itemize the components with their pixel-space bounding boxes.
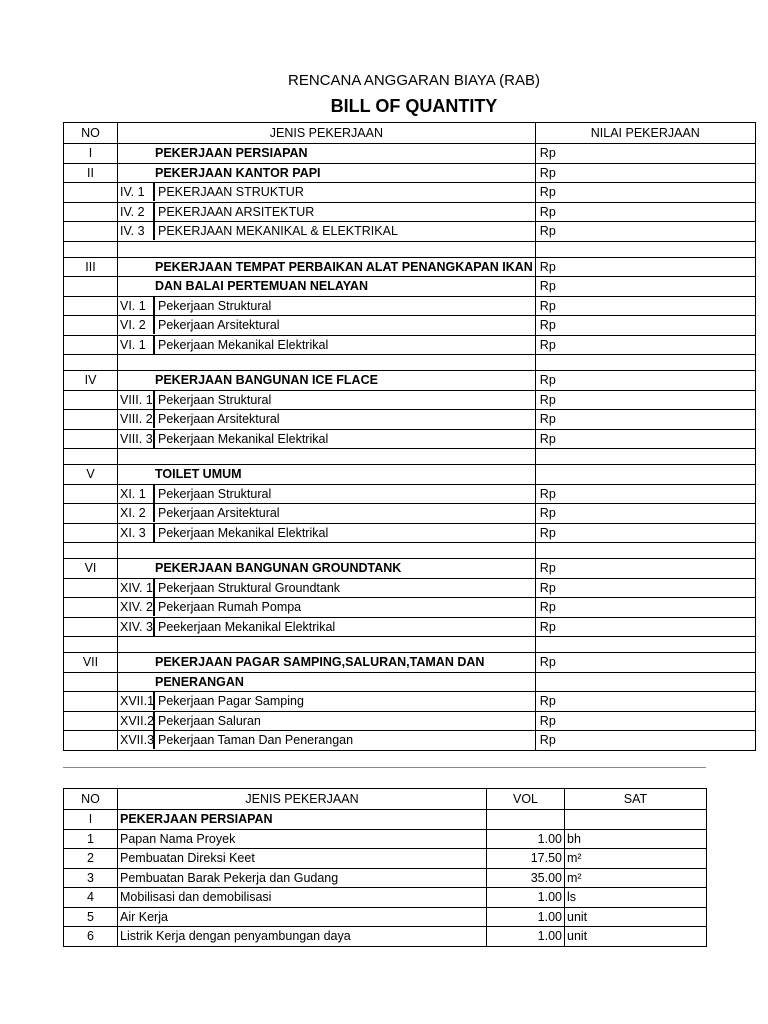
item-code: VIII. 2 [120,410,155,428]
row-number: 2 [64,849,118,869]
row-number: I [64,810,118,830]
table-row [64,617,756,637]
document-subtitle: BILL OF QUANTITY [330,96,498,116]
work-description: Air Kerja [118,907,487,927]
table-row [64,578,756,598]
table-row [64,907,707,927]
item-code: IV. 3 [120,222,155,240]
item-code: VIII. 1 [120,391,155,409]
empty-cell [64,355,118,371]
table-row [64,598,756,618]
work-description-cell [118,731,536,751]
work-description: PEKERJAAN PAGAR SAMPING,SALURAN,TAMAN DAN [155,655,485,670]
work-description: Pekerjaan Struktural [158,298,272,313]
work-description-cell [118,504,536,524]
blank-row [64,543,756,559]
work-description: PENERANGAN [155,674,244,689]
volume: 1.00 [487,888,565,908]
row-number [64,316,118,336]
row-number: 6 [64,927,118,947]
table-row [64,731,756,751]
work-description: Pekerjaan Mekanikal Elektrikal [158,525,329,540]
item-code: IV. 1 [120,183,155,201]
item-code: VI. 2 [120,316,155,334]
work-value-currency: Rp [535,390,755,410]
table-row [64,465,756,485]
work-description: Pekerjaan Struktural Groundtank [158,580,341,595]
empty-cell [535,543,755,559]
empty-cell [64,449,118,465]
work-description: Listrik Kerja dengan penyambungan daya [118,927,487,947]
item-code: XI. 1 [120,485,155,503]
work-description: PEKERJAAN PERSIAPAN [118,810,487,830]
work-description-cell [118,653,536,673]
volume: 17.50 [487,849,565,869]
work-description-cell [118,410,536,430]
work-value-currency: Rp [535,163,755,183]
volume: 1.00 [487,907,565,927]
table-row [64,390,756,410]
work-description-cell [118,257,536,277]
row-number [64,523,118,543]
table-row [64,523,756,543]
work-description-cell [118,523,536,543]
work-description-cell [118,672,536,692]
work-description: Mobilisasi dan demobilisasi [118,888,487,908]
work-value-currency: Rp [535,598,755,618]
work-description-cell [118,390,536,410]
work-description-cell [118,559,536,579]
header-no: NO [64,123,118,144]
item-code [120,559,155,577]
blank-row [64,355,756,371]
work-description: Pekerjaan Arsitektural [158,318,280,333]
table-row [64,144,756,164]
item-code: XVII.2 [120,713,155,728]
volume: 1.00 [487,829,565,849]
table-row [64,335,756,355]
work-description: PEKERJAAN BANGUNAN ICE FLACE [155,373,378,388]
row-number: 1 [64,829,118,849]
work-description-cell [118,277,536,297]
quantity-detail-table [63,788,707,947]
work-description: Papan Nama Proyek [118,829,487,849]
row-number: 3 [64,868,118,888]
work-description-cell [118,692,536,712]
work-description-cell [118,371,536,391]
work-value-currency: Rp [535,296,755,316]
row-number: VI [64,559,118,579]
empty-cell [118,543,536,559]
table-row [64,183,756,203]
work-description-cell [118,335,536,355]
row-number [64,504,118,524]
work-description: Pekerjaan Struktural [158,392,272,407]
work-description-cell [118,578,536,598]
row-number [64,183,118,203]
work-value-currency: Rp [535,222,755,242]
empty-cell [118,449,536,465]
unit: unit [565,927,707,947]
work-description: Pekerjaan Struktural [158,486,272,501]
work-description-cell [118,296,536,316]
unit: ls [565,888,707,908]
header-no: NO [64,789,118,810]
work-description-cell [118,465,536,485]
item-code [120,164,155,182]
item-code [120,277,155,295]
table-row [64,163,756,183]
row-number: VII [64,653,118,673]
work-description-cell [118,711,536,731]
header-vol: VOL [487,789,565,810]
work-description: Pembuatan Direksi Keet [118,849,487,869]
work-value-currency: Rp [535,484,755,504]
empty-cell [535,241,755,257]
row-number: II [64,163,118,183]
work-value-currency: Rp [535,277,755,297]
work-description: Pembuatan Barak Pekerja dan Gudang [118,868,487,888]
document-title: RENCANA ANGGARAN BIAYA (RAB) [287,72,540,89]
row-number [64,672,118,692]
table-row [64,222,756,242]
work-description: Pekerjaan Mekanikal Elektrikal [158,431,329,446]
bill-of-quantity-summary-table [63,122,756,751]
work-description: Pekerjaan Pagar Samping [158,694,304,709]
work-value-currency: Rp [535,692,755,712]
row-number: 5 [64,907,118,927]
work-description-cell [118,316,536,336]
volume [487,810,565,830]
work-value-currency: Rp [535,429,755,449]
row-number [64,335,118,355]
work-description: PEKERJAAN ARSITEKTUR [158,204,315,219]
item-code [120,371,155,389]
table-row [64,888,707,908]
work-description-cell [118,222,536,242]
empty-cell [118,355,536,371]
work-description-cell [118,429,536,449]
work-description-cell [118,202,536,222]
work-value-currency: Rp [535,183,755,203]
table-row [64,559,756,579]
header-jenis-pekerjaan: JENIS PEKERJAAN [118,789,487,810]
table-row [64,711,756,731]
row-number [64,617,118,637]
row-number [64,390,118,410]
empty-cell [64,543,118,559]
empty-cell [64,241,118,257]
work-description-cell [118,617,536,637]
work-value-currency: Rp [535,504,755,524]
table-row [64,504,756,524]
table-row [64,316,756,336]
row-number [64,277,118,297]
work-value-currency: Rp [535,371,755,391]
work-value-currency: Rp [535,523,755,543]
item-code: XVII.3 [120,733,155,748]
work-description: PEKERJAAN STRUKTUR [158,185,304,200]
row-number [64,484,118,504]
work-description: PEKERJAAN KANTOR PAPI [155,165,321,180]
row-number [64,296,118,316]
table-header-row [64,789,707,810]
item-code: XIV. 2 [120,598,155,616]
table-divider [63,767,706,768]
work-description: Pekerjaan Mekanikal Elektrikal [158,337,329,352]
table-row [64,672,756,692]
work-description-cell [118,598,536,618]
unit: bh [565,829,707,849]
row-number: 4 [64,888,118,908]
work-value-currency: Rp [535,578,755,598]
table-row [64,849,707,869]
unit [565,810,707,830]
row-number: V [64,465,118,485]
item-code: XI. 2 [120,504,155,522]
work-description: PEKERJAAN MEKANIKAL & ELEKTRIKAL [158,224,398,239]
header-nilai-pekerjaan: NILAI PEKERJAAN [535,123,755,144]
work-value-currency: Rp [535,257,755,277]
work-description-cell [118,183,536,203]
header-sat: SAT [565,789,707,810]
table-row [64,410,756,430]
work-value-currency: Rp [535,144,755,164]
table-row [64,653,756,673]
table-row [64,692,756,712]
work-value-currency: Rp [535,202,755,222]
table-row [64,257,756,277]
item-code: XVII.1 [120,694,155,709]
work-description-cell [118,144,536,164]
table-row [64,868,707,888]
work-value-currency [535,465,755,485]
empty-cell [535,355,755,371]
table-row [64,371,756,391]
header-jenis-pekerjaan: JENIS PEKERJAAN [118,123,536,144]
item-code: VIII. 3 [120,430,155,448]
item-code: VI. 1 [120,297,155,315]
work-description-cell [118,163,536,183]
work-description: Pekerjaan Arsitektural [158,412,280,427]
row-number: IV [64,371,118,391]
work-description: Peekerjaan Mekanikal Elektrikal [158,619,336,634]
work-value-currency: Rp [535,731,755,751]
item-code: VI. 1 [120,336,155,354]
work-value-currency: Rp [535,617,755,637]
row-number [64,578,118,598]
item-code: XIV. 3 [120,618,155,636]
row-number: I [64,144,118,164]
work-description: Pekerjaan Saluran [158,713,261,728]
work-description: Pekerjaan Taman Dan Penerangan [158,733,354,748]
work-value-currency: Rp [535,410,755,430]
work-value-currency: Rp [535,711,755,731]
empty-cell [535,637,755,653]
empty-cell [118,637,536,653]
item-code [120,144,155,162]
work-description: Pekerjaan Arsitektural [158,506,280,521]
row-number [64,692,118,712]
empty-cell [118,241,536,257]
row-number [64,429,118,449]
row-number [64,410,118,430]
table-header-row [64,123,756,144]
blank-row [64,637,756,653]
table-row [64,810,707,830]
row-number [64,731,118,751]
table-row [64,277,756,297]
row-number [64,598,118,618]
work-value-currency: Rp [535,653,755,673]
work-description: TOILET UMUM [155,467,242,482]
unit: unit [565,907,707,927]
item-code: XI. 3 [120,524,155,542]
empty-cell [535,449,755,465]
item-code [120,653,155,671]
blank-row [64,241,756,257]
empty-cell [64,637,118,653]
table-row [64,927,707,947]
work-description: PEKERJAAN PERSIAPAN [155,146,308,161]
volume: 35.00 [487,868,565,888]
work-description: PEKERJAAN TEMPAT PERBAIKAN ALAT PENANGKAPAN IKAN [155,259,533,274]
table-row [64,202,756,222]
row-number [64,202,118,222]
item-code [120,673,155,691]
work-description: PEKERJAAN BANGUNAN GROUNDTANK [155,561,402,576]
work-description: DAN BALAI PERTEMUAN NELAYAN [155,279,368,294]
blank-row [64,449,756,465]
table-row [64,484,756,504]
volume: 1.00 [487,927,565,947]
work-description-cell [118,484,536,504]
item-code: IV. 2 [120,203,155,221]
table-row [64,829,707,849]
work-value-currency [535,672,755,692]
item-code [120,465,155,483]
work-value-currency: Rp [535,316,755,336]
table-row [64,429,756,449]
unit: m² [565,868,707,888]
item-code: XIV. 1 [120,579,155,597]
table-row [64,296,756,316]
work-description: Pekerjaan Rumah Pompa [158,600,302,615]
work-value-currency: Rp [535,335,755,355]
work-value-currency: Rp [535,559,755,579]
row-number: III [64,257,118,277]
row-number [64,222,118,242]
item-code [120,258,155,276]
unit: m² [565,849,707,869]
row-number [64,711,118,731]
